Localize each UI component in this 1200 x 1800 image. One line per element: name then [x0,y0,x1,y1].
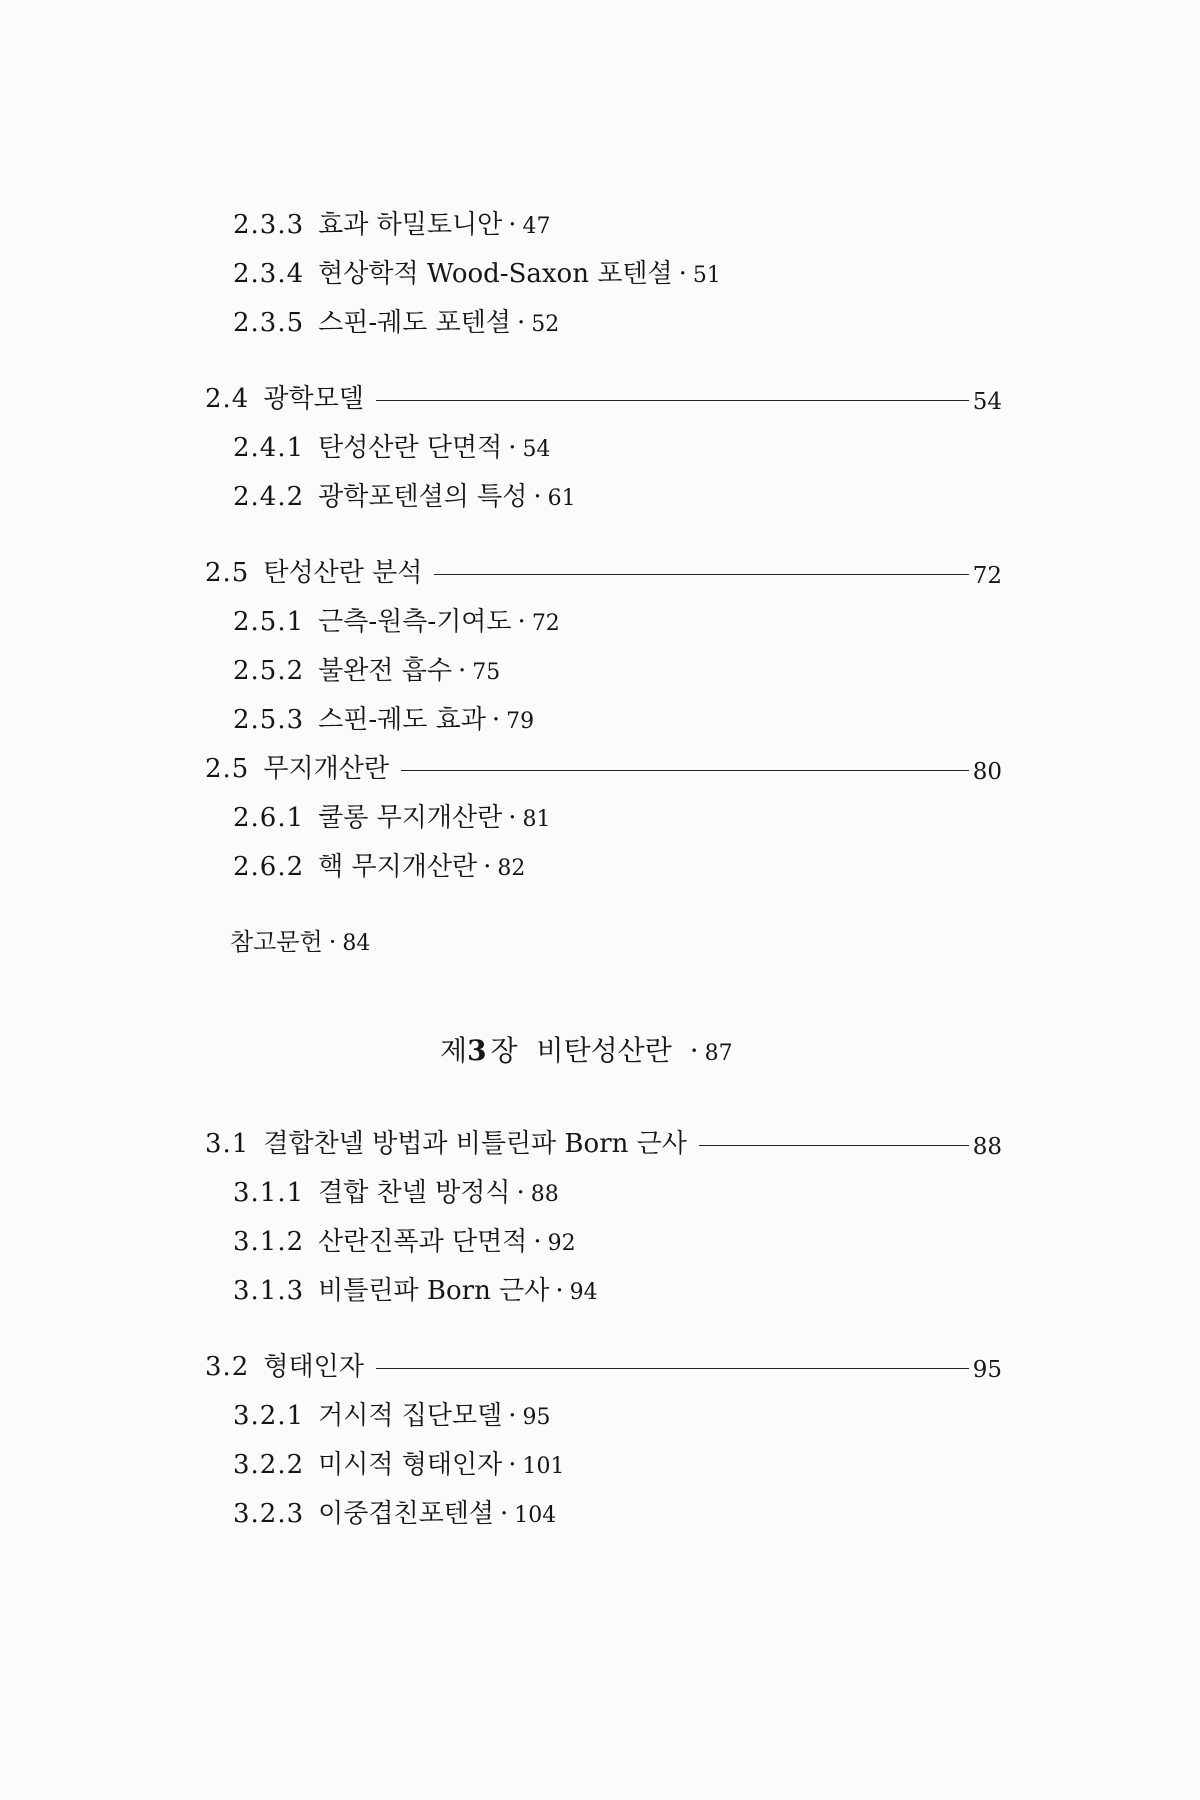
toc-section-2-5 [205,551,1002,595]
entry-number: 3.1.2 [233,1227,305,1257]
entry-page: 79 [506,709,535,734]
entry-title: 미시적 형태인자 [318,1450,503,1480]
toc-section-3-2 [205,1345,1002,1389]
separator-dot: · [678,259,687,289]
entry-number: 2.5.3 [233,705,305,735]
entry-title: 결합 찬넬 방정식 [318,1178,511,1208]
toc-entry-2-6-1 [233,796,551,840]
entry-number: 2.4.1 [233,433,305,463]
chapter-suffix: 장 [490,1034,518,1067]
entry-page: 51 [692,263,721,288]
section-number: 3.2 [205,1352,250,1382]
separator-dot: · [517,607,526,637]
toc-entry-2-3-4 [233,252,721,296]
entry-number: 3.2.3 [233,1499,305,1529]
entry-page: 92 [547,1231,576,1256]
separator-dot: · [533,482,542,512]
entry-title: 핵 무지개산란 [318,852,478,882]
entry-page: 88 [530,1182,559,1207]
references-page: 84 [342,931,371,956]
toc-entry-2-3-5 [233,301,559,345]
entry-page: 95 [522,1405,551,1430]
references-title: 참고문헌 [230,928,323,956]
toc-entry-2-4-1 [233,426,551,470]
separator-dot: · [516,1178,525,1208]
toc-entry-3-1-2 [233,1220,576,1264]
separator-dot: · [508,1450,517,1480]
section-number: 2.5 [205,558,250,588]
separator-dot: · [533,1227,542,1257]
entry-title: 현상학적 Wood-Saxon 포텐셜 [318,259,673,289]
entry-number: 2.3.5 [233,308,305,338]
entry-title: 불완전 흡수 [318,656,453,686]
entry-title: 거시적 집단모델 [318,1401,503,1431]
toc-entry-2-6-2 [233,845,525,889]
separator-dot: · [491,705,501,735]
section-page: 54 [972,389,1002,415]
toc-entry-2-5-2 [233,649,500,693]
entry-page: 61 [547,486,576,511]
toc-entry-3-2-1 [233,1394,551,1438]
separator-dot: · [508,433,517,463]
entry-page: 82 [497,856,526,881]
leader-line [376,1368,969,1369]
entry-page: 81 [522,807,551,832]
section-title: 광학모델 [263,384,364,414]
entry-number: 3.2.2 [233,1450,305,1480]
toc-entry-2-4-2 [233,475,576,519]
section-page: 88 [972,1134,1002,1160]
entry-number: 2.6.2 [233,852,305,882]
separator-dot: · [517,308,526,338]
entry-page: 47 [522,214,551,239]
toc-entry-3-1-3 [233,1269,598,1313]
separator-dot: · [689,1034,699,1067]
section-number: 2.5 [205,754,250,784]
entry-number: 3.2.1 [233,1401,305,1431]
section-title: 탄성산란 분석 [263,558,423,588]
leader-line [401,770,969,771]
entry-page: 75 [472,660,501,685]
entry-number: 2.3.3 [233,210,305,240]
entry-number: 3.1.1 [233,1178,305,1208]
entry-number: 2.5.1 [233,607,305,637]
separator-dot: · [499,1499,509,1529]
toc-entry-3-2-2 [233,1443,565,1487]
entry-title: 산란진폭과 단면적 [318,1227,528,1257]
section-page: 95 [972,1357,1002,1383]
leader-line [434,574,968,575]
toc-section-3-1 [205,1122,1002,1166]
entry-number: 2.4.2 [233,482,305,512]
chapter-number: 3 [467,1034,487,1067]
entry-title: 탄성산란 단면적 [318,433,503,463]
entry-title: 근측-원측-기여도 [318,607,512,637]
entry-title: 비틀린파 Born 근사 [318,1276,550,1306]
section-title: 결합찬넬 방법과 비틀린파 Born 근사 [263,1129,687,1159]
toc-entry-3-2-3 [233,1492,556,1536]
entry-title: 쿨롱 무지개산란 [318,803,503,833]
entry-number: 2.6.1 [233,803,305,833]
entry-number: 2.3.4 [233,259,305,289]
section-title: 무지개산란 [263,754,389,784]
chapter-heading [440,1026,733,1076]
entry-page: 101 [522,1454,565,1479]
section-title: 형태인자 [263,1352,364,1382]
entry-title: 효과 하밀토니안 [318,210,503,240]
separator-dot: · [508,803,517,833]
section-page: 72 [972,563,1002,589]
toc-entry-2-5-1 [233,600,560,644]
entry-title: 스핀-궤도 포텐셜 [318,308,512,338]
separator-dot: · [555,1276,564,1306]
chapter-prefix: 제 [440,1034,468,1067]
separator-dot: · [508,1401,517,1431]
leader-line [699,1145,969,1146]
chapter-page: 87 [704,1041,733,1066]
toc-entry-2-3-3 [233,203,551,247]
toc-references [230,920,370,964]
toc-section-2-4 [205,377,1002,421]
entry-number: 2.5.2 [233,656,305,686]
leader-line [376,400,969,401]
toc-section-rainbow [205,747,1002,791]
entry-page: 72 [531,611,560,636]
toc-entry-3-1-1 [233,1171,559,1215]
toc-entry-2-5-3 [233,698,534,742]
separator-dot: · [508,210,517,240]
entry-title: 이중겹친포텐셜 [318,1499,494,1529]
entry-page: 104 [514,1503,557,1528]
section-page: 80 [972,759,1002,785]
entry-title: 광학포텐셜의 특성 [318,482,528,512]
section-number: 3.1 [205,1129,250,1159]
separator-dot: · [458,656,467,686]
chapter-title: 비탄성산란 [536,1034,672,1067]
section-number: 2.4 [205,384,250,414]
entry-number: 3.1.3 [233,1276,305,1306]
separator-dot: · [483,852,492,882]
entry-page: 52 [531,312,560,337]
entry-title: 스핀-궤도 효과 [318,705,486,735]
entry-page: 94 [569,1280,598,1305]
entry-page: 54 [522,437,551,462]
separator-dot: · [328,928,337,956]
